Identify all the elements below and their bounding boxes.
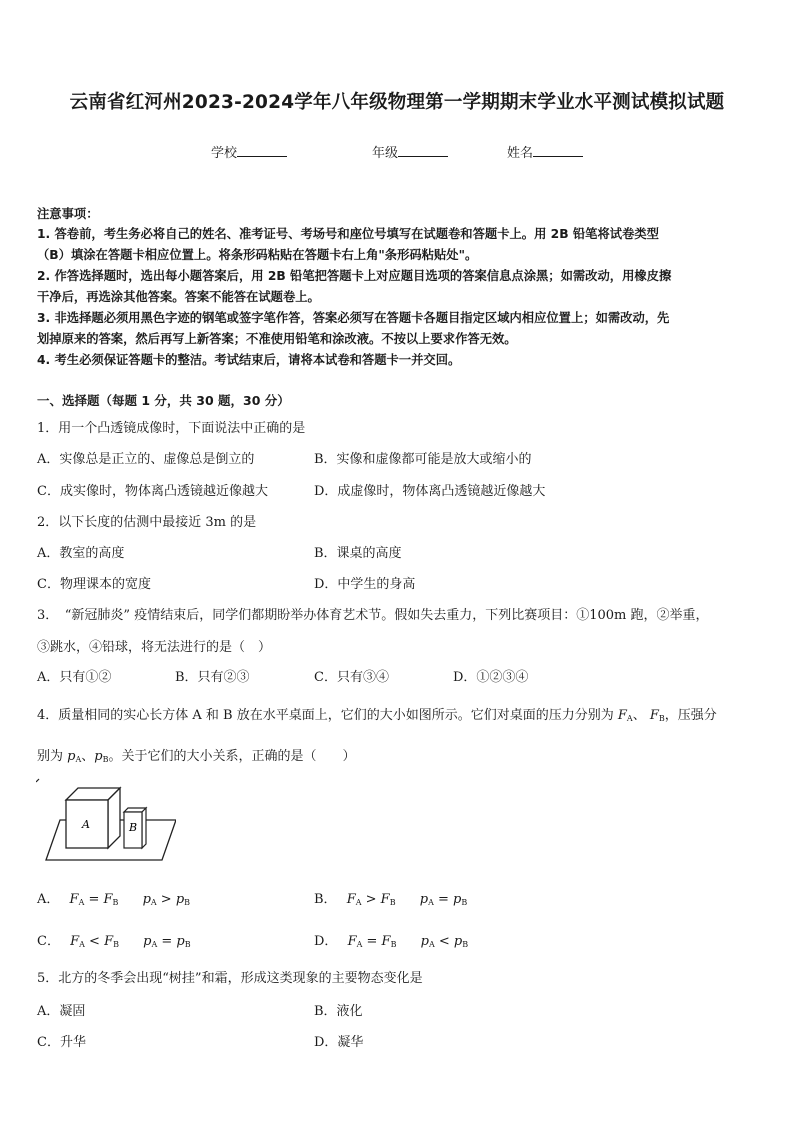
q4-stem2-tail: 。关于它们的大小关系，正确的是（ ） [108,749,356,764]
q5-option-d: D．凝华 [314,1035,364,1050]
q1-option-d: D．成虚像时，物体离凸透镜越近像越大 [314,484,546,499]
q2-option-c: C．物理课本的宽度 [37,577,151,592]
school-label: 学校 [211,146,238,161]
section-heading: 一、选择题（每题 1 分，共 30 题，30 分） [37,393,290,408]
q1-option-c: C．成实像时，物体离凸透镜越近像越大 [37,484,268,499]
q4-option-d: D． $F_A = F_B$ $p_A < p_B$ [314,934,469,949]
question-4-stem-cont: 别为 $p_A$、$p_B$。关于它们的大小关系，正确的是（ ） [37,749,356,764]
q4-stem-tail: ，压强分 [664,708,717,723]
notice-line: 3. 非选择题必须用黑色字迹的钢笔或签字笔作答，答案必须写在答题卡各题目指定区域内相应位置上；如需改动，先 [37,311,670,325]
q4-option-b: B． $F_A > F_B$ $p_A = p_B$ [314,892,468,907]
grade-blank [398,144,448,157]
q2-option-a: A．教室的高度 [37,546,125,561]
question-3-stem-cont: ③跳水，④铅球，将无法进行的是（ ） [37,640,272,655]
notice-heading: 注意事项： [37,207,99,221]
pressure-a-symbol: $p_A$ [67,749,82,764]
question-5-stem: 5．北方的冬季会出现“树挂”和霜，形成这类现象的主要物态变化是 [37,971,423,986]
notice-line: 4. 考生必须保证答题卡的整洁。考试结束后，请将本试卷和答题卡一并交回。 [37,353,461,367]
q3-option-a: A．只有①② [37,670,112,685]
q4-option-c: C． $F_A < F_B$ $p_A = p_B$ [37,934,191,949]
page-title: 云南省红河州2023-2024学年八年级物理第一学期期末学业水平测试模拟试题 [69,92,725,113]
separator: 、 [632,708,646,723]
figure-label-a: A [82,818,90,831]
grade-label: 年级 [372,146,399,161]
notice-line: （B）填涂在答题卡相应位置上。将条形码粘贴在答题卡右上角"条形码粘贴处"。 [37,248,478,262]
q4-option-a: A． $F_A = F_B$ $p_A > p_B$ [37,892,191,907]
q3-option-d: D．①②③④ [453,670,529,685]
q5-option-b: B．液化 [314,1004,363,1019]
q4-stem2-head: 别为 [37,749,64,764]
question-2-stem: 2．以下长度的估测中最接近 3m 的是 [37,515,257,530]
q1-option-b: B．实像和虚像都可能是放大或缩小的 [314,452,532,467]
notice-line: 2. 作答选择题时，选出每小题答案后，用 2B 铅笔把答题卡上对应题目选项的答案信息点涂黑；如需改动，用橡皮擦 [37,269,672,283]
q5-option-a: A．凝固 [37,1004,86,1019]
q2-option-b: B．课桌的高度 [314,546,402,561]
force-a-symbol: $F_A$ [617,708,633,723]
name-label: 姓名 [507,146,534,161]
q3-option-b: B．只有②③ [175,670,250,685]
notice-line: 划掉原来的答案，然后再写上新答案；不准使用铅笔和涂改液。不按以上要求作答无效。 [37,332,517,346]
question-4-stem [37,704,717,723]
q1-option-a: A．实像总是正立的、虚像总是倒立的 [37,452,255,467]
q2-option-d: D．中学生的身高 [314,577,416,592]
q5-option-c: C．升华 [37,1035,86,1050]
name-field [507,142,583,161]
school-field [211,142,287,161]
q3-option-c: C．只有③④ [314,670,389,685]
q4-stem-text: 4．质量相同的实心长方体 A 和 B 放在水平桌面上，它们的大小如图所示。它们对桌面的压力分别为 [37,708,614,723]
figure-label-b: B [129,821,138,834]
blocks-figure [36,776,176,868]
notice-line: 干净后，再选涂其他答案。答案不能答在试题卷上。 [37,290,320,304]
question-3-stem: 3． “新冠肺炎” 疫情结束后，同学们都期盼举办体育艺术节。假如失去重力，下列比赛项目：①100m 跑，②举重， [37,608,709,623]
question-1-stem: 1．用一个凸透镜成像时，下面说法中正确的是 [37,421,306,436]
name-blank [533,144,583,157]
grade-field [372,142,448,161]
notice-line: 1. 答卷前，考生务必将自己的姓名、准考证号、考场号和座位号填写在试题卷和答题卡上。用 2B 铅笔将试卷类型 [37,227,659,241]
pressure-b-symbol: $p_B$ [94,749,109,764]
school-blank [237,144,287,157]
force-b-symbol: $F_B$ [649,708,665,723]
